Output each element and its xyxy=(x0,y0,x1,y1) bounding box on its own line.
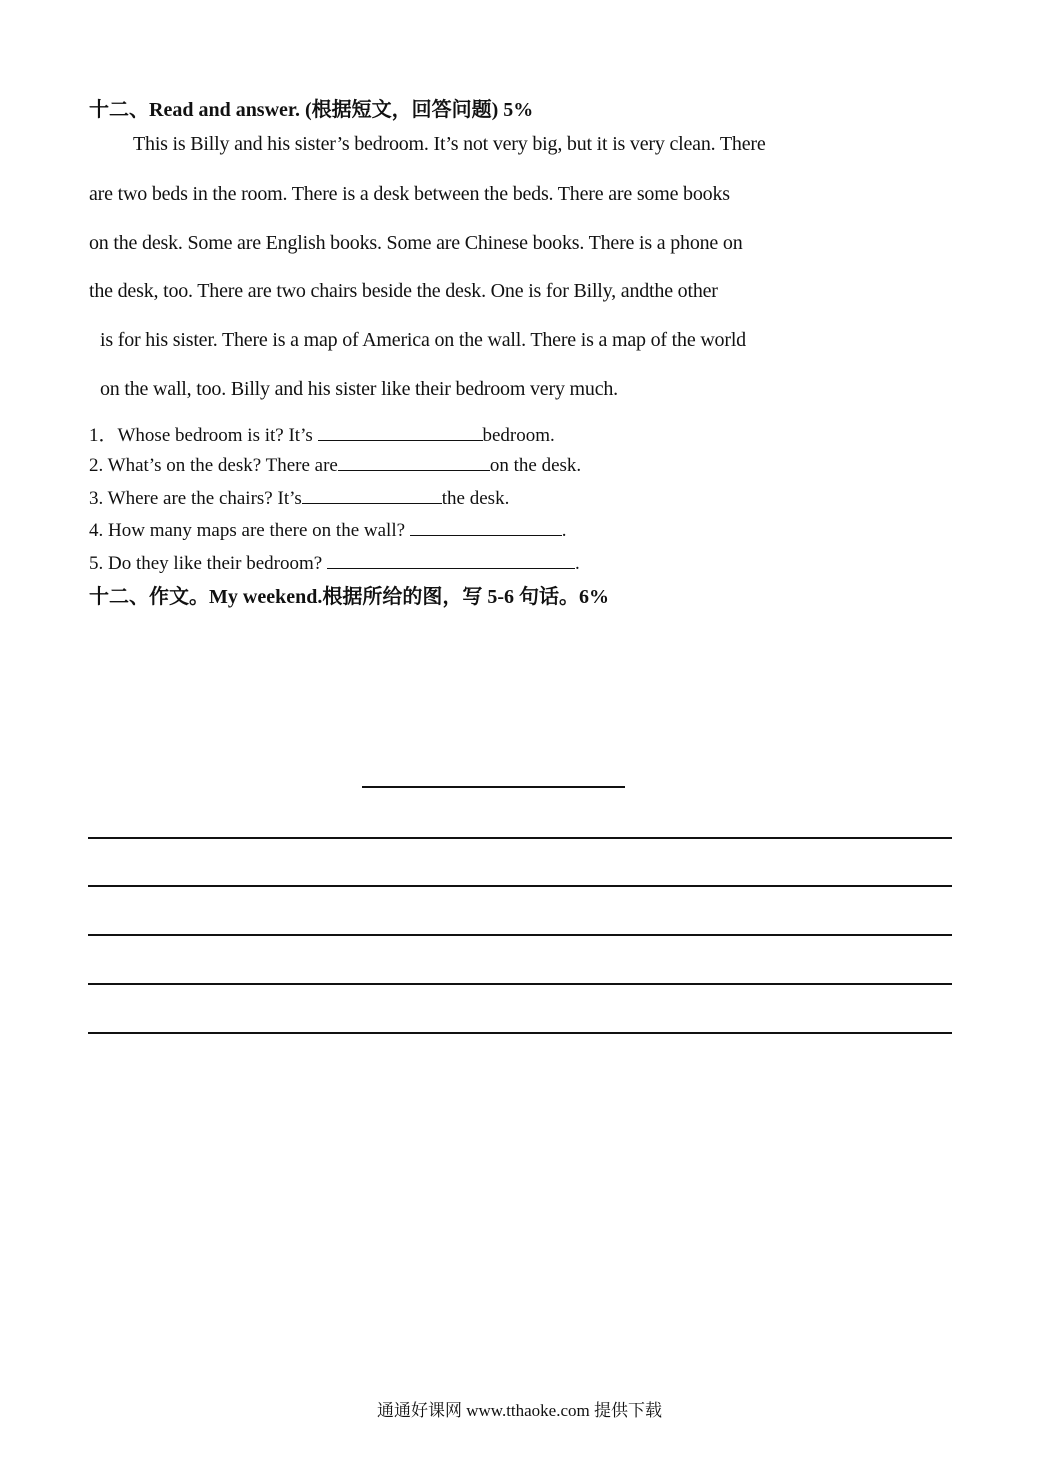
section-heading-composition: 十二、作文。My weekend.根据所给的图，写 5-6 句话。6% xyxy=(89,586,609,608)
composition-title-line[interactable] xyxy=(362,786,625,788)
question-text: 3. Where are the chairs? It’s xyxy=(89,488,302,509)
writing-line[interactable] xyxy=(88,1032,952,1034)
question-text-after: . xyxy=(561,520,567,541)
passage-line: is for his sister. There is a map of America on the wall. There is a map of the world xyxy=(100,329,746,351)
question-text: 1．Whose bedroom is it? It’s xyxy=(89,425,318,446)
writing-line[interactable] xyxy=(88,983,952,985)
section-heading-reading: 十二、Read and answer. (根据短文，回答问题) 5% xyxy=(89,99,534,121)
answer-blank[interactable] xyxy=(327,550,575,569)
question-1 xyxy=(89,420,555,447)
question-text: 2. What’s on the desk? There are xyxy=(89,455,338,476)
question-text-after: bedroom. xyxy=(482,425,555,446)
question-3 xyxy=(89,485,509,510)
question-4 xyxy=(89,517,567,542)
question-text-after: . xyxy=(574,553,580,574)
writing-line[interactable] xyxy=(88,934,952,936)
question-text-after: on the desk. xyxy=(489,455,582,476)
answer-blank[interactable] xyxy=(318,422,483,441)
passage-line: on the wall, too. Billy and his sister like their bedroom very much. xyxy=(100,378,618,400)
writing-line[interactable] xyxy=(88,885,952,887)
passage-line: the desk, too. There are two chairs beside the desk. One is for Billy, andthe other xyxy=(89,280,718,302)
question-text: 5. Do they like their bedroom? xyxy=(89,553,327,574)
footer-source: 通通好课网 www.tthaoke.com 提供下载 xyxy=(376,1401,663,1420)
answer-blank[interactable] xyxy=(338,452,490,471)
question-5 xyxy=(89,550,580,575)
passage-line: are two beds in the room. There is a desk between the beds. There are some books xyxy=(89,183,730,205)
passage-line: on the desk. Some are English books. Some are Chinese books. There is a phone on xyxy=(89,232,743,254)
passage-line: This is Billy and his sister’s bedroom. It’s not very big, but it is very clean. There xyxy=(133,133,766,155)
writing-line[interactable] xyxy=(88,837,952,839)
answer-blank[interactable] xyxy=(302,485,442,504)
question-text-after: the desk. xyxy=(441,488,510,509)
question-2 xyxy=(89,452,581,477)
question-text: 4. How many maps are there on the wall? xyxy=(89,520,410,541)
answer-blank[interactable] xyxy=(410,517,562,536)
